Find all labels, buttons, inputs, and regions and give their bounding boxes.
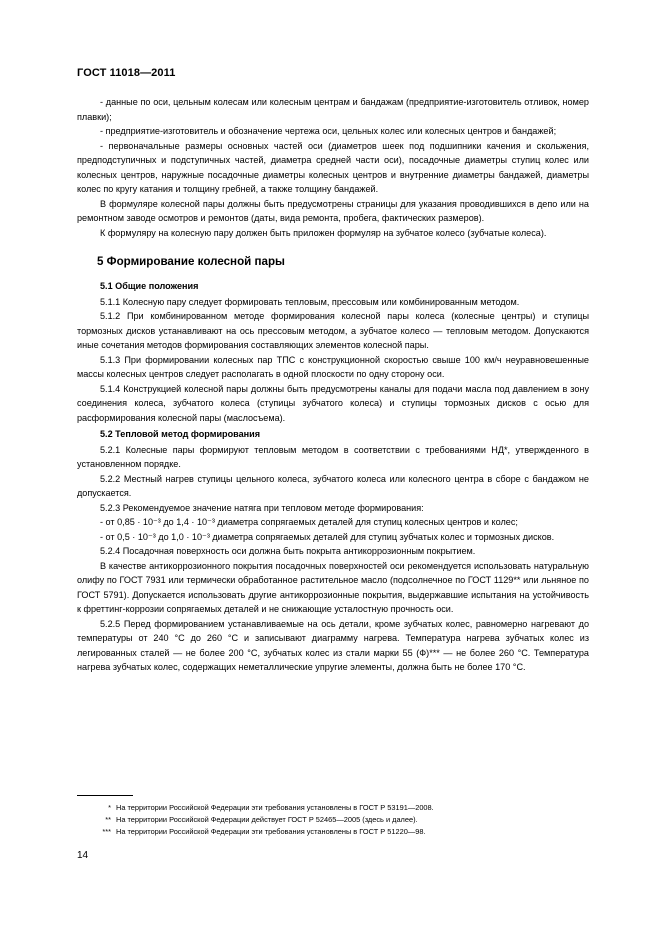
footnote-divider (77, 795, 133, 796)
clause-5-1-2: 5.1.2 При комбинированном методе формирования колесной пары колеса (колесные центры) и ступицы тормозных дисков устанавливают на ось прессовым методом, а зубчатое колесо — тепловым методом. Допускаются иные сочетания методов формирования составляющих элементов колесной пары. (77, 311, 589, 350)
page-number: 14 (77, 850, 89, 861)
footnote-text: На территории Российской Федерации эти требования установлены в ГОСТ Р 53191—2008. (116, 803, 434, 812)
list-item-tension-2: - от 0,5 · 10⁻³ до 1,0 · 10⁻³ диаметра сопрягаемых деталей для ступиц зубчатых колес и тормозных дисков. (100, 531, 555, 542)
document-header: ГОСТ 11018—2011 (77, 67, 176, 79)
clause-5-1-3: 5.1.3 При формировании колесных пар ТПС с конструкционной скоростью свыше 100 км/ч неуравновешенные массы колесных центров следует располагать в одной плоскости по одну сторону оси. (77, 354, 589, 379)
footnote-mark: * (108, 803, 111, 812)
clause-5-2-3: 5.2.3 Рекомендуемое значение натяга при тепловом методе формирования: (100, 502, 424, 513)
footnote-mark: *** (102, 827, 111, 836)
clause-5-1-4: 5.1.4 Конструкцией колесной пары должны быть предусмотрены каналы для подачи масла под давлением в зону соединения колеса, зубчатого колеса (ступицы зубчатого колеса) и ступицы тормозных дисков с осью для расформирования колесной пары (маслосъема). (77, 383, 589, 423)
list-item-tension-1: - от 0,85 · 10⁻³ до 1,4 · 10⁻³ диаметра сопрягаемых деталей для ступиц колесных центров и колес; (100, 517, 518, 527)
main-content (77, 95, 589, 675)
intro-paragraph: - предприятие-изготовитель и обозначение чертежа оси, цельных колес или колесных центров и бандажей; (100, 126, 557, 136)
footnote (77, 814, 589, 826)
section-5-title: 5 Формирование колесной пары (97, 255, 285, 268)
intro-paragraph: К формуляру на колесную пару должен быть приложен формуляр на зубчатое колесо (зубчатые колеса). (100, 227, 547, 238)
footnote-mark: ** (105, 815, 111, 824)
intro-paragraph: - данные по оси, цельным колесам или колесным центрам и бандажам (предприятие-изготовитель отливок, номер плавки); (77, 97, 589, 122)
clause-5-1-1: 5.1.1 Колесную пару следует формировать тепловым, прессовым или комбинированным методом. (100, 296, 520, 307)
clause-5-2-4: 5.2.4 Посадочная поверхность оси должна быть покрыта антикоррозионным покрытием. (100, 546, 476, 556)
subsection-5-1-title: 5.1 Общие положения (100, 281, 199, 291)
footnote (77, 826, 589, 838)
footnote (77, 802, 589, 814)
footnote-text: На территории Российской Федерации эти требования установлены в ГОСТ Р 51220—98. (116, 827, 426, 836)
footnotes (77, 795, 589, 838)
subsection-5-2-title: 5.2 Тепловой метод формирования (100, 429, 261, 439)
clause-5-2-5: 5.2.5 Перед формированием устанавливаемые на ось детали, кроме зубчатых колес, равномерно нагревают до температуры от 240 °С до 260 °С и записывают диаграмму нагрева. Температура нагрева зубчатых колес из легированных сталей — не более 200 °С, зубчатых колес из стали марки 55 (Ф)*** — не более 260 °С. Температура нагрева зубчатых колес, содержащих неметаллические упругие элементы, должна быть не более 170 °С. (77, 618, 589, 672)
clause-5-2-4-coating: В качестве антикоррозионного покрытия посадочных поверхностей оси рекомендуется использовать натуральную олифу по ГОСТ 7931 или термически обработанное растительное масло (подсолнечное по ГОСТ 1129** или льняное по ГОСТ 5791). Допускается использовать другие антикоррозионные покрытия, выдержавшие испытания на устойчивость к фреттинг-коррозии сопрягаемых деталей и не снижающие усталостную прочность оси. (77, 560, 589, 614)
footnote-text: На территории Российской Федерации действует ГОСТ Р 52465—2005 (здесь и далее). (116, 815, 418, 824)
intro-paragraph: - первоначальные размеры основных частей оси (диаметров шеек под подшипники качения и скольжения, предподступичных и подступичных частей, диаметра средней части оси), посадочные диаметры ступиц колес или колесных центров, наружные посадочные диаметры колесных центров и внутренние диаметры бандажей, диаметры колес по кругу катания и толщину гребней, а также толщину бандажей. (77, 140, 589, 194)
clause-5-2-2: 5.2.2 Местный нагрев ступицы цельного колеса, зубчатого колеса или колесного центра в сборе с бандажом не допускается. (77, 473, 589, 498)
clause-5-2-1: 5.2.1 Колесные пары формируют тепловым методом в соответствии с требованиями НД*, утвержденного в установленном порядке. (77, 444, 589, 469)
intro-paragraph: В формуляре колесной пары должны быть предусмотрены страницы для указания проводившихся в депо или на ремонтном заводе осмотров и ремонтов (даты, вида ремонта, пробега, фактических размеров). (77, 198, 589, 223)
